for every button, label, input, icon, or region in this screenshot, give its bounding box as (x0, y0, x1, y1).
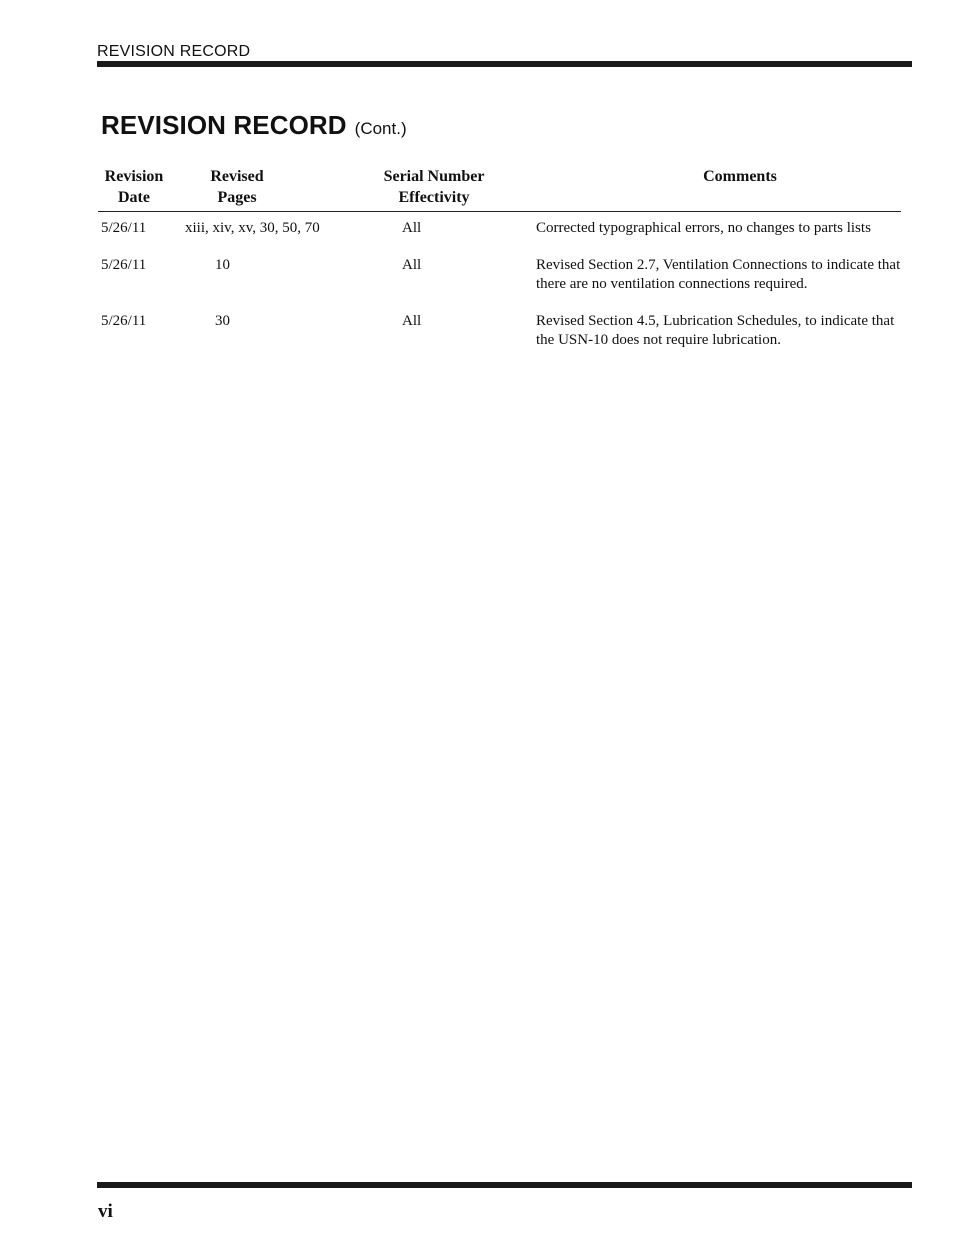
page-number: vi (98, 1201, 113, 1222)
cell-revised-pages: 10 (215, 257, 230, 273)
column-header-line: Comments (703, 168, 777, 185)
page-title (101, 110, 407, 141)
column-header-line: Effectivity (398, 189, 470, 206)
column-header-revision-date (98, 166, 170, 208)
table-header-rule (98, 211, 901, 212)
page-title-sub: (Cont.) (354, 119, 407, 138)
cell-revision-date: 5/26/11 (101, 257, 147, 273)
running-header: REVISION RECORD (97, 43, 251, 60)
column-header-serial-effectivity (369, 166, 499, 208)
cell-serial-effectivity: All (402, 313, 422, 329)
page-title-main: REVISION RECORD (101, 110, 347, 140)
column-header-line: Revised (210, 168, 264, 185)
cell-serial-effectivity: All (402, 257, 422, 273)
column-header-line: Serial Number (383, 168, 485, 185)
cell-revision-date: 5/26/11 (101, 220, 147, 236)
column-header-revised-pages (197, 166, 277, 208)
cell-comment: Corrected typographical errors, no changes to parts lists (536, 220, 871, 236)
cell-revised-pages: 30 (215, 313, 230, 329)
header-rule (97, 61, 912, 67)
cell-comment: Revised Section 2.7, Ventilation Connections to indicate that there are no ventilation connections required. (536, 257, 901, 292)
column-header-line: Revision (104, 168, 164, 185)
column-header-line: Date (118, 189, 150, 206)
cell-revised-pages: xiii, xiv, xv, 30, 50, 70 (185, 220, 320, 236)
cell-comment: Revised Section 4.5, Lubrication Schedules, to indicate that the USN-10 does not require lubrication. (536, 313, 895, 348)
cell-serial-effectivity: All (402, 220, 422, 236)
cell-revision-date: 5/26/11 (101, 313, 147, 329)
footer-rule (97, 1182, 912, 1188)
column-header-line: Pages (217, 189, 257, 206)
column-header-comments (690, 166, 790, 187)
